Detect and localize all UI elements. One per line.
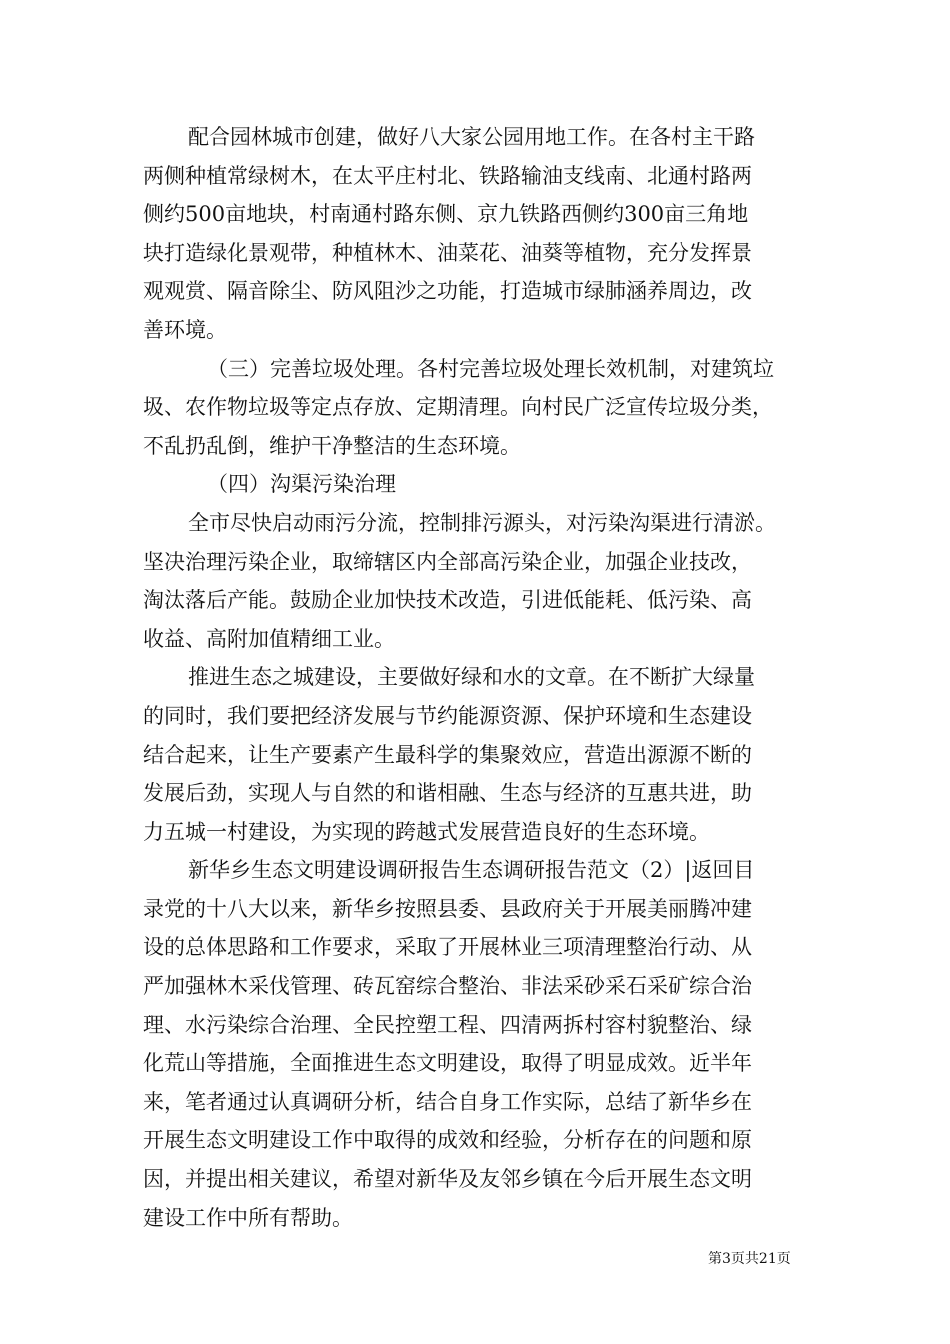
text-line: 来，笔者通过认真调研分析，结合自身工作实际，总结了新华乡在 <box>143 1089 752 1114</box>
page-number: 第3页共21页 <box>708 1251 791 1267</box>
text-line: 开展生态文明建设工作中取得的成效和经验，分析存在的问题和原 <box>143 1128 752 1153</box>
text-line: 化荒山等措施，全面推进生态文明建设，取得了明显成效。近半年 <box>143 1051 752 1076</box>
text-line: 严加强林木采伐管理、砖瓦窑综合整治、非法采砂采石采矿综合治 <box>143 974 752 999</box>
text-line: 两侧种植常绿树木，在太平庄村北、铁路输油支线南、北通村路两 <box>143 163 752 188</box>
text-line: 建设工作中所有帮助。 <box>143 1205 353 1230</box>
text-line: 设的总体思路和工作要求，采取了开展林业三项清理整治行动、从 <box>143 935 752 960</box>
text-line: 收益、高附加值精细工业。 <box>143 626 395 651</box>
text-line: 不乱扔乱倒，维护干净整洁的生态环境。 <box>143 433 521 458</box>
text-line: 配合园林城市创建，做好八大家公园用地工作。在各村主干路 <box>188 125 755 149</box>
text-line: 全市尽快启动雨污分流，控制排污源头，对污染沟渠进行清淤。 <box>188 510 776 535</box>
text-line: 新华乡生态文明建设调研报告生态调研报告范文（2）|返回目 <box>188 858 755 883</box>
text-line: 块打造绿化景观带，种植林木、油菜花、油葵等植物，充分发挥景 <box>143 240 752 265</box>
text-line: 力五城一村建设，为实现的跨越式发展营造良好的生态环境。 <box>143 819 710 844</box>
text-line: 理、水污染综合治理、全民控塑工程、四清两拆村容村貌整治、绿 <box>143 1012 752 1037</box>
body-text <box>143 118 823 1237</box>
text-line: 发展后劲，实现人与自然的和谐相融、生态与经济的互惠共进，助 <box>143 781 752 806</box>
section-heading: （四）沟渠污染治理 <box>207 472 396 497</box>
text-line: 淘汰落后产能。鼓励企业加快技术改造，引进低能耗、低污染、高 <box>143 588 752 613</box>
text-line: 因，并提出相关建议，希望对新华及友邻乡镇在今后开展生态文明 <box>143 1167 752 1192</box>
text-line: （三）完善垃圾处理。各村完善垃圾处理长效机制，对建筑垃 <box>207 356 774 381</box>
text-line: 录党的十八大以来，新华乡按照县委、县政府关于开展美丽腾冲建 <box>143 896 752 921</box>
text-line: 的同时，我们要把经济发展与节约能源资源、保护环境和生态建设 <box>143 703 752 728</box>
text-line: 推进生态之城建设，主要做好绿和水的文章。在不断扩大绿量 <box>188 665 755 690</box>
text-line: 坚决治理污染企业，取缔辖区内全部高污染企业，加强企业技改， <box>143 549 752 574</box>
text-line: 观观赏、隔音除尘、防风阻沙之功能，打造城市绿肺涵养周边，改 <box>143 279 752 304</box>
text-line: 圾、农作物垃圾等定点存放、定期清理。向村民广泛宣传垃圾分类， <box>143 395 773 420</box>
text-line: 善环境。 <box>143 317 227 342</box>
text-line: 结合起来，让生产要素产生最科学的集聚效应，营造出源源不断的 <box>143 742 752 767</box>
text-line: 侧约500亩地块，村南通村路东侧、京九铁路西侧约300亩三角地 <box>143 202 749 227</box>
